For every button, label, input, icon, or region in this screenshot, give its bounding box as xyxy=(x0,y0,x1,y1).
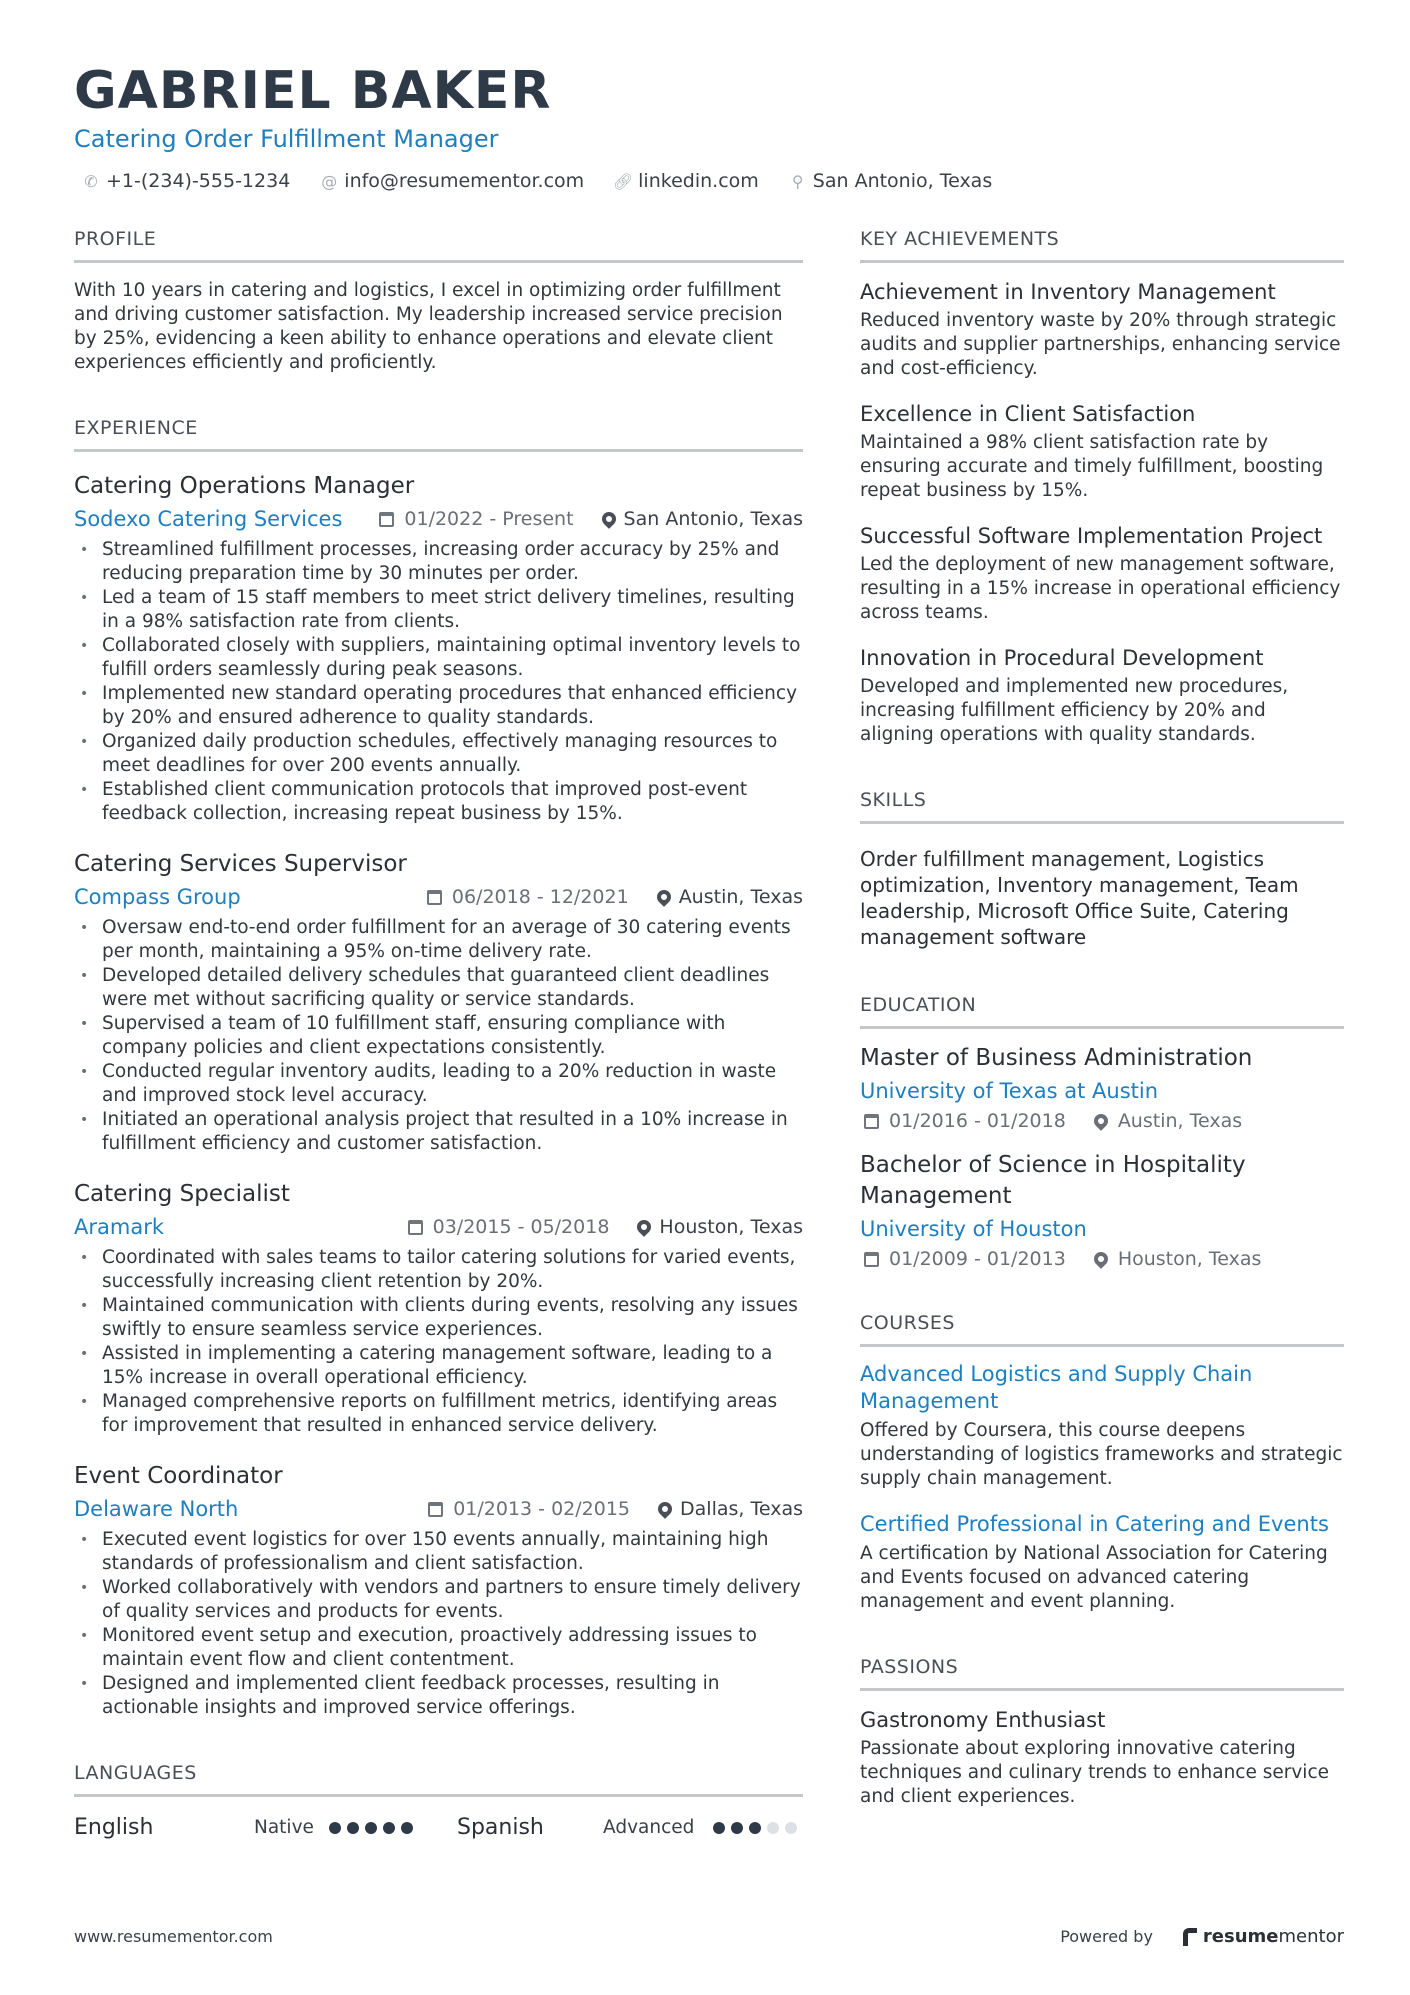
rating-dot-empty xyxy=(767,1822,779,1834)
brand-name-light: mentor xyxy=(1278,1926,1344,1947)
phone-text: +1-(234)-555-1234 xyxy=(106,170,291,192)
rating-dot-empty xyxy=(785,1822,797,1834)
bullet-item: • Worked collaboratively with vendors and partners to ensure timely delivery of quality services and products for events. xyxy=(74,1576,803,1624)
rating-dot-filled xyxy=(347,1822,359,1834)
school-name: University of Texas at Austin xyxy=(860,1079,1159,1103)
left-column xyxy=(74,226,803,1840)
job-dates xyxy=(428,1498,630,1520)
location-pin-icon xyxy=(635,1217,655,1237)
rating-dot-filled xyxy=(749,1822,761,1834)
passion-text: Passionate about exploring innovative catering techniques and culinary trends to enhance service and client experiences. xyxy=(860,1738,1329,1807)
education-dates-text: 01/2016 - 01/2018 xyxy=(889,1110,1066,1132)
education-dates xyxy=(864,1248,1066,1270)
job-location-text: Austin, Texas xyxy=(678,886,803,908)
language-rating xyxy=(329,1822,413,1834)
bullet-item: • Oversaw end-to-end order fulfillment for an average of 30 catering events per month, maintaining a 95% on-time delivery rate. xyxy=(74,916,803,964)
section-title: KEY ACHIEVEMENTS xyxy=(860,226,1344,263)
resume-header xyxy=(74,60,1344,192)
job-title: Catering Services Supervisor xyxy=(74,851,407,877)
rating-dot-filled xyxy=(401,1822,413,1834)
bullet-item: • Established client communication protocols that improved post-event feedback collection, increasing repeat business by 15%. xyxy=(74,778,803,826)
contact-phone xyxy=(82,170,290,192)
job-meta xyxy=(74,1212,803,1242)
languages-section xyxy=(74,1760,803,1840)
location-pin-icon xyxy=(1091,1249,1111,1269)
brand-mark-icon xyxy=(1183,1928,1197,1946)
job-title: Catering Specialist xyxy=(74,1181,290,1207)
contact-bar xyxy=(74,170,1344,192)
location-icon: ⚲ xyxy=(791,171,804,191)
passion-item xyxy=(860,1705,1344,1809)
section-title: EXPERIENCE xyxy=(74,415,803,452)
job-dates-text: 03/2015 - 05/2018 xyxy=(432,1216,610,1238)
education-location xyxy=(1094,1110,1242,1132)
education-item xyxy=(860,1043,1344,1132)
bullet-item: • Assisted in implementing a catering management software, leading to a 15% increase in overall operational efficiency. xyxy=(74,1342,803,1390)
calendar-icon xyxy=(427,890,442,905)
achievement-text: Reduced inventory waste by 20% through strategic audits and supplier partnerships, enhancing service and cost-efficiency. xyxy=(860,310,1341,379)
bullet-item: • Maintained communication with clients during events, resolving any issues swiftly to ensure seamless service experiences. xyxy=(74,1294,803,1342)
course-title: Advanced Logistics and Supply Chain Management xyxy=(860,1362,1253,1413)
school-name: University of Houston xyxy=(860,1217,1087,1241)
job-entry xyxy=(74,848,803,1156)
job-location xyxy=(602,508,803,530)
company-name: Aramark xyxy=(74,1215,164,1239)
achievement-text: Maintained a 98% client satisfaction rate by ensuring accurate and timely fulfillment, boosting repeat business by 15%. xyxy=(860,432,1324,501)
bullet-item: • Streamlined fulfillment processes, increasing order accuracy by 25% and reducing preparation time by 30 minutes per order. xyxy=(74,538,803,586)
achievements-section xyxy=(860,226,1344,747)
section-title: SKILLS xyxy=(860,787,1344,824)
section-title: LANGUAGES xyxy=(74,1760,803,1797)
bullet-item: • Coordinated with sales teams to tailor catering solutions for varied events, successfully increasing client retention by 20%. xyxy=(74,1246,803,1294)
job-meta xyxy=(74,504,803,534)
job-dates-text: 01/2022 - Present xyxy=(404,508,574,530)
bullet-item: • Organized daily production schedules, effectively managing resources to meet deadlines for over 200 events annually. xyxy=(74,730,803,778)
bullet-item: • Initiated an operational analysis project that resulted in a 10% increase in fulfillment efficiency and customer satisfaction. xyxy=(74,1108,803,1156)
calendar-icon xyxy=(864,1252,879,1267)
education-dates-text: 01/2009 - 01/2013 xyxy=(889,1248,1066,1270)
bullet-item: • Implemented new standard operating procedures that enhanced efficiency by 20% and ensured adherence to quality standards. xyxy=(74,682,803,730)
language-level: Native xyxy=(254,1817,314,1838)
section-title: PASSIONS xyxy=(860,1654,1344,1691)
language-name: English xyxy=(74,1815,154,1840)
job-entry xyxy=(74,470,803,826)
achievement-title: Achievement in Inventory Management xyxy=(860,280,1276,304)
job-meta xyxy=(74,882,803,912)
degree-name: Master of Business Administration xyxy=(860,1045,1253,1071)
company-name: Sodexo Catering Services xyxy=(74,507,343,531)
phone-icon: ✆ xyxy=(84,171,98,191)
location-pin-icon xyxy=(599,509,619,529)
passion-title: Gastronomy Enthusiast xyxy=(860,1708,1106,1732)
language-item xyxy=(457,1815,797,1840)
brand-logo[interactable] xyxy=(1183,1926,1344,1947)
section-title: EDUCATION xyxy=(860,992,1344,1029)
rating-dot-filled xyxy=(731,1822,743,1834)
rating-dot-filled xyxy=(713,1822,725,1834)
achievement-text: Led the deployment of new management software, resulting in a 15% increase in operational efficiency across teams. xyxy=(860,554,1341,623)
language-level: Advanced xyxy=(603,1817,695,1838)
course-text: Offered by Coursera, this course deepens understanding of logistics frameworks and strategic supply chain management. xyxy=(860,1420,1343,1489)
education-dates xyxy=(864,1110,1066,1132)
courses-section xyxy=(860,1310,1344,1614)
section-title: COURSES xyxy=(860,1310,1344,1347)
company-name: Delaware North xyxy=(74,1497,239,1521)
course-item xyxy=(860,1511,1344,1614)
job-dates xyxy=(408,1216,610,1238)
at-icon: @ xyxy=(321,171,338,191)
candidate-title: Catering Order Fulfillment Manager xyxy=(74,125,499,153)
calendar-icon xyxy=(379,512,394,527)
job-dates-text: 06/2018 - 12/2021 xyxy=(451,886,629,908)
language-name: Spanish xyxy=(457,1815,544,1840)
job-location-text: San Antonio, Texas xyxy=(623,508,803,530)
language-row xyxy=(74,1815,803,1840)
contact-linkedin[interactable] xyxy=(614,170,759,192)
rating-dot-filled xyxy=(383,1822,395,1834)
footer-branding xyxy=(1060,1926,1344,1947)
achievement-item xyxy=(860,277,1344,381)
job-bullets xyxy=(74,1246,803,1438)
right-column xyxy=(860,226,1344,1809)
candidate-name: GABRIEL BAKER xyxy=(74,61,552,121)
job-meta-right xyxy=(427,886,803,908)
footer-website[interactable]: www.resumementor.com xyxy=(74,1927,273,1946)
linkedin-text[interactable]: linkedin.com xyxy=(638,170,759,192)
location-pin-icon xyxy=(1091,1111,1111,1131)
education-location-text: Houston, Texas xyxy=(1117,1248,1262,1270)
bullet-item: • Managed comprehensive reports on fulfillment metrics, identifying areas for improvement that resulted in enhanced service delivery. xyxy=(74,1390,803,1438)
job-meta-right xyxy=(408,1216,803,1238)
achievement-item xyxy=(860,643,1344,747)
job-entry xyxy=(74,1178,803,1438)
experience-section xyxy=(74,415,803,1720)
achievement-text: Developed and implemented new procedures, increasing fulfillment efficiency by 20% and aligning operations with quality standards. xyxy=(860,676,1289,745)
achievement-title: Excellence in Client Satisfaction xyxy=(860,402,1196,426)
job-title: Event Coordinator xyxy=(74,1463,283,1489)
job-entry xyxy=(74,1460,803,1720)
job-location xyxy=(637,1216,803,1238)
achievement-item xyxy=(860,399,1344,503)
passions-section xyxy=(860,1654,1344,1809)
language-rating xyxy=(713,1822,797,1834)
job-bullets xyxy=(74,916,803,1156)
course-item xyxy=(860,1361,1344,1491)
calendar-icon xyxy=(408,1220,423,1235)
location-pin-icon xyxy=(654,887,674,907)
contact-email[interactable] xyxy=(320,170,584,192)
job-dates xyxy=(379,508,573,530)
bullet-item: • Monitored event setup and execution, proactively addressing issues to maintain event flow and client contentment. xyxy=(74,1624,803,1672)
job-dates xyxy=(427,886,629,908)
contact-location xyxy=(789,170,992,192)
rating-dot-filled xyxy=(365,1822,377,1834)
bullet-item: • Conducted regular inventory audits, leading to a 20% reduction in waste and improved stock level accuracy. xyxy=(74,1060,803,1108)
education-meta xyxy=(860,1248,1344,1270)
profile-text: With 10 years in catering and logistics, I excel in optimizing order fulfillment and driving customer satisfaction. My leadership increased service precision by 25%, evidencing a keen ability to enhance operations and elevate client experiences efficiently and proficiently. xyxy=(74,280,783,373)
powered-by-text: Powered by xyxy=(1060,1927,1153,1946)
calendar-icon xyxy=(864,1114,879,1129)
job-bullets xyxy=(74,538,803,826)
job-bullets xyxy=(74,1528,803,1720)
achievement-item xyxy=(860,521,1344,625)
education-meta xyxy=(860,1110,1344,1132)
job-meta xyxy=(74,1494,803,1524)
job-location-text: Dallas, Texas xyxy=(680,1498,803,1520)
course-text: A certification by National Association for Catering and Events focused on advanced catering management and event planning. xyxy=(860,1543,1328,1612)
rating-dot-filled xyxy=(329,1822,341,1834)
achievement-title: Innovation in Procedural Development xyxy=(860,646,1264,670)
achievement-title: Successful Software Implementation Project xyxy=(860,524,1323,548)
link-icon: 🔗︎ xyxy=(613,171,634,191)
bullet-item: • Executed event logistics for over 150 events annually, maintaining high standards of professionalism and client satisfaction. xyxy=(74,1528,803,1576)
bullet-item: • Designed and implemented client feedback processes, resulting in actionable insights and improved service offerings. xyxy=(74,1672,803,1720)
job-meta-right xyxy=(428,1498,803,1520)
skills-text: Order fulfillment management, Logistics optimization, Inventory management, Team leadership, Microsoft Office Suite, Catering management software xyxy=(860,847,1299,949)
email-text[interactable]: info@resumementor.com xyxy=(344,170,585,192)
location-text: San Antonio, Texas xyxy=(812,170,993,192)
skills-section xyxy=(860,787,1344,950)
language-item xyxy=(74,1815,457,1840)
job-dates-text: 01/2013 - 02/2015 xyxy=(453,1498,631,1520)
job-title: Catering Operations Manager xyxy=(74,473,415,499)
education-item xyxy=(860,1150,1344,1270)
job-meta-right xyxy=(379,508,803,530)
profile-section xyxy=(74,226,803,375)
bullet-item: • Supervised a team of 10 fulfillment staff, ensuring compliance with company policies and client expectations consistently. xyxy=(74,1012,803,1060)
job-location xyxy=(657,886,803,908)
education-location-text: Austin, Texas xyxy=(1117,1110,1243,1132)
brand-name-bold: resume xyxy=(1202,1926,1279,1947)
job-location-text: Houston, Texas xyxy=(659,1216,803,1238)
degree-name: Bachelor of Science in Hospitality Management xyxy=(860,1152,1246,1209)
location-pin-icon xyxy=(655,1499,675,1519)
section-title: PROFILE xyxy=(74,226,803,263)
bullet-item: • Collaborated closely with suppliers, maintaining optimal inventory levels to fulfill orders seamlessly during peak seasons. xyxy=(74,634,803,682)
page-footer xyxy=(74,1926,1344,1947)
course-title: Certified Professional in Catering and Events xyxy=(860,1512,1329,1536)
bullet-item: • Led a team of 15 staff members to meet strict delivery timelines, resulting in a 98% satisfaction rate from clients. xyxy=(74,586,803,634)
company-name: Compass Group xyxy=(74,885,241,909)
bullet-item: • Developed detailed delivery schedules that guaranteed client deadlines were met without sacrificing quality or service standards. xyxy=(74,964,803,1012)
calendar-icon xyxy=(428,1502,443,1517)
job-location xyxy=(658,1498,803,1520)
education-section xyxy=(860,992,1344,1270)
education-location xyxy=(1094,1248,1262,1270)
